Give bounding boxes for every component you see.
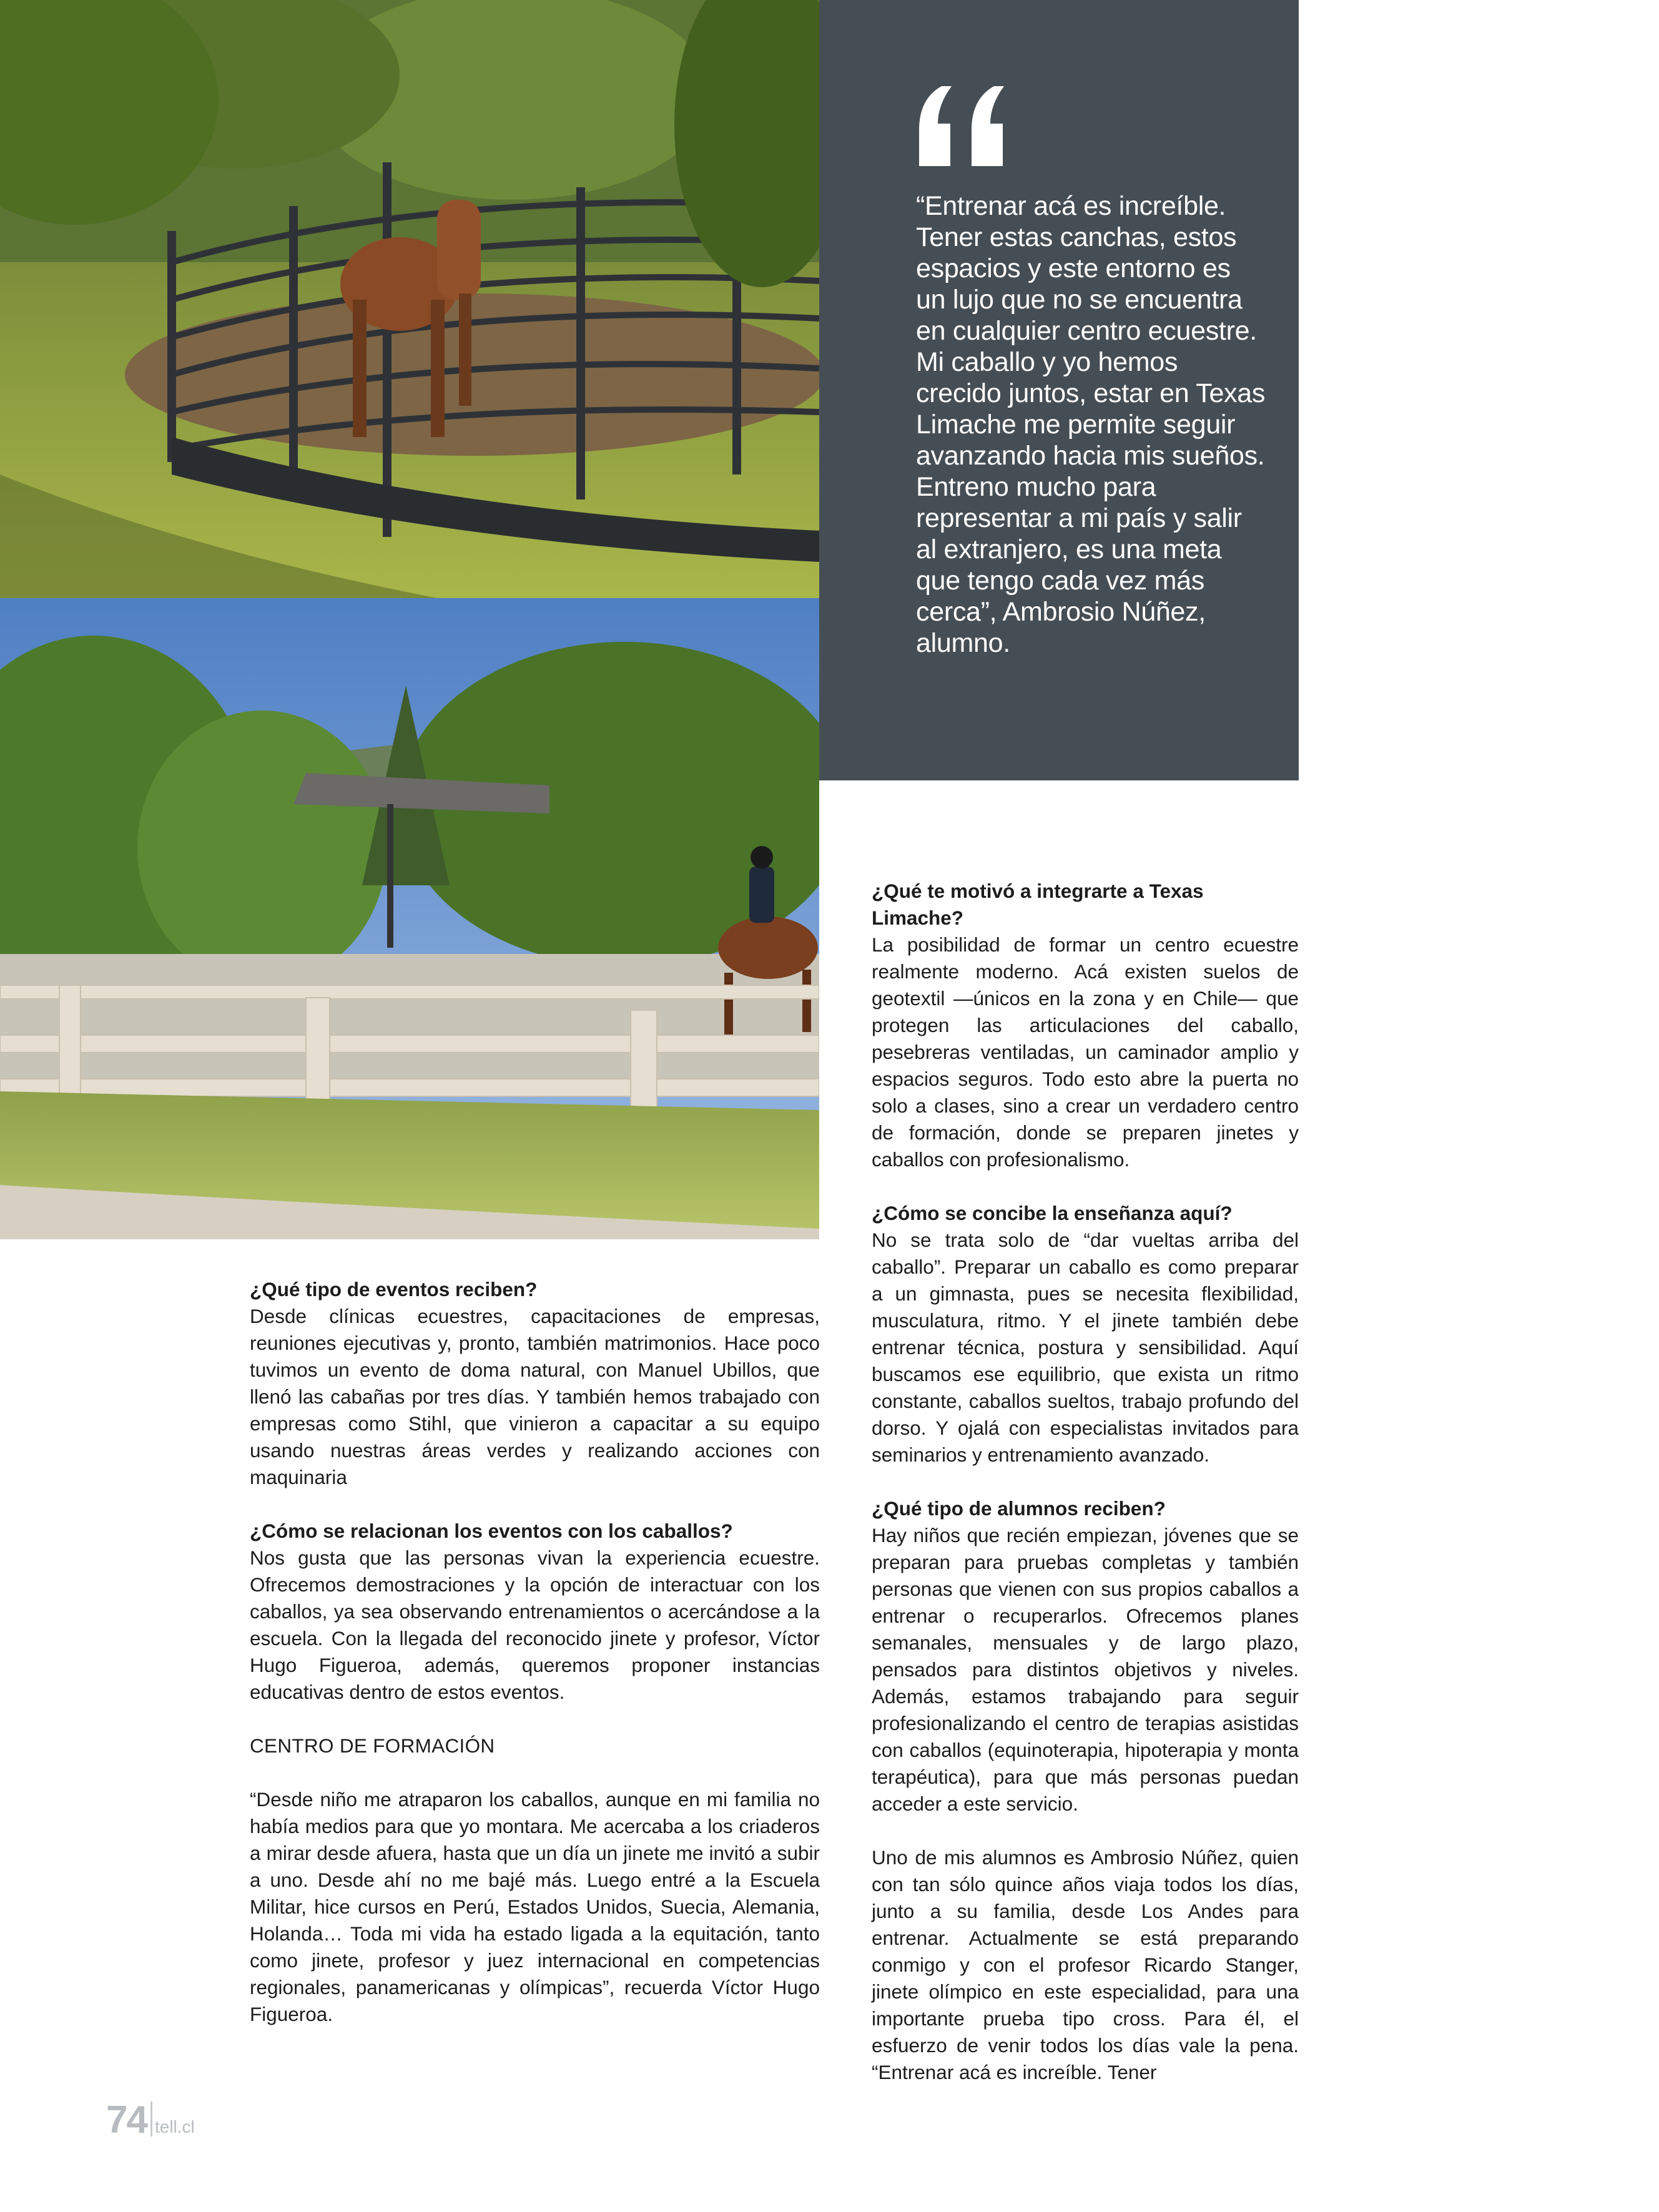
answer-motivation: La posibilidad de formar un centro ecuestre realmente moderno. Acá existen suelos de geotextil —únicos en la zona y en Chile— que protegen las articulaciones del caballo, pesebreras ventiladas, un caminador amplio y espacios seguros. Todo esto abre la puerta no solo a clases, sino a crear un verdadero centro de formación, donde se preparen jinetes y caballos con profesionalismo. [872,933,1299,1171]
page-number: 74 [106,2098,147,2141]
question-events-horses: ¿Cómo se relacionan los eventos con los caballos? [250,1520,733,1542]
paragraph-ambrosio: Uno de mis alumnos es Ambrosio Núñez, quien con tan sólo quince años viaja todos los días, junto a su familia, desde Los Andes para entrenar. Actualmente se está preparando conmigo y con el profesor Ricardo Stanger, jinete olímpico en este especialidad, para una importante prueba tipo cross. Para él, el esfuerzo de venir todos los días vale la pena. “Entrenar acá es increíble. Tener [872,1846,1299,2083]
site-name: tell.cl [154,2117,195,2136]
question-events: ¿Qué tipo de eventos reciben? [250,1278,538,1300]
article-right-column [872,878,1299,2086]
pull-quote-text: “Entrenar acá es increíble. Tener estas canchas, estos espacios y este entorno es un lujo que no se encuentra en cualquier centro ecuestre. Mi caballo y yo hemos crecido juntos, estar en Texas Limache me permite seguir avanzando hacia mis sueños. Entreno mucho para representar a mi país y salir al extranjero, es una meta que tengo cada vez más cerca”, Ambrosio Núñez, alumno. [916,191,1266,658]
paragraph-figueroa: “Desde niño me atraparon los caballos, aunque en mi familia no había medios para que yo montara. Me acercaba a los criaderos a mirar desde afuera, hasta que un día un jinete me invitó a subir a uno. Desde ahí no me bajé más. Luego entré a la Escuela Militar, hice cursos en Perú, Estados Unidos, Suecia, Alemania, Holanda… Toda mi vida ha estado ligada a la equitación, tanto como jinete, profesor y juez internacional en competencias regionales, panamericanas y olímpicas”, recuerda Víctor Hugo Figueroa. [250,1788,820,2025]
round-pen-photo [0,0,819,598]
answer-students: Hay niños que recién empiezan, jóvenes que se preparan para pruebas completas y también personas que vienen con sus propios caballos a entrenar o recuperarlos. Ofrecemos planes semanales, mensuales y de largo plazo, pensados para distintos objetivos y niveles. Además, estamos trabajando para seguir profesionalizando el centro de terapias asistidas con caballos (equinoterapia, hipoterapia y monta terapéutica), para que más personas puedan acceder a este servicio. [872,1524,1299,1815]
question-students: ¿Qué tipo de alumnos reciben? [872,1497,1166,1520]
rider-fence-photo [0,598,819,1239]
page-folio [106,2098,195,2142]
answer-teaching: No se trata solo de “dar vueltas arriba del caballo”. Preparar un caballo es como preparar a un gimnasta, pues se necesita flexibilidad, musculatura, ritmo. Y el jinete también debe entrenar técnica, postura y sensibilidad. Aquí buscamos ese equilibrio, que exista un ritmo constante, caballos sueltos, trabajo profundo del dorso. Y ojalá con especialistas invitados para seminarios y entrenamiento avanzado. [872,1229,1299,1466]
article-left-column [250,1276,820,2028]
answer-events: Desde clínicas ecuestres, capacitaciones de empresas, reuniones ejecutivas y, pronto, también matrimonios. Hace poco tuvimos un evento de doma natural, con Manuel Ubillos, que llenó las cabañas por tres días. Y también hemos trabajado con empresas como Stihl, que vinieron a capacitar a su equipo usando nuestras áreas verdes y realizando acciones con maquinaria [250,1305,820,1488]
quote-mark-icon [917,86,1010,167]
question-motivation: ¿Qué te motivó a integrarte a Texas Limache? [872,880,1204,929]
folio-divider [150,2101,152,2136]
answer-events-horses: Nos gusta que las personas vivan la experiencia ecuestre. Ofrecemos demostraciones y la opción de interactuar con los caballos, ya sea observando entrenamientos o acercándose a la escuela. Con la llegada del reconocido jinete y profesor, Víctor Hugo Figueroa, además, queremos proponer instancias educativas dentro de estos eventos. [250,1546,820,1703]
question-teaching: ¿Cómo se concibe la enseñanza aquí? [872,1202,1233,1224]
rider-fence-illustration [0,598,819,1239]
pull-quote-box [819,0,1299,780]
section-heading: CENTRO DE FORMACIÓN [250,1734,495,1757]
round-pen-illustration [0,0,819,598]
